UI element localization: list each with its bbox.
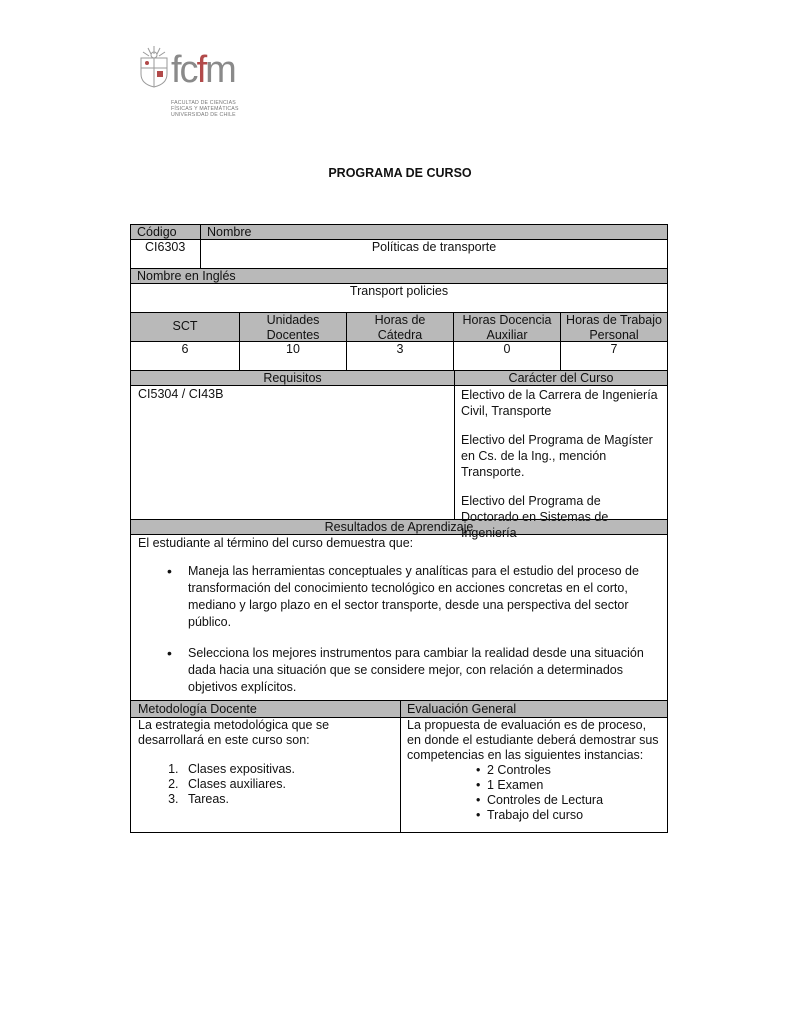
list-item: 3. Tareas. xyxy=(182,792,356,807)
english-name-row xyxy=(130,284,668,313)
fcfm-logo xyxy=(137,44,257,118)
evaluation-list xyxy=(407,763,661,823)
methodology-list xyxy=(138,762,356,807)
requirements-header-row xyxy=(130,371,668,386)
course-program-table xyxy=(130,224,668,833)
character-item: Electivo del Programa de Magíster en Cs. de la Ing., mención Transporte. xyxy=(461,433,653,479)
character-item: Electivo del Programa de Doctorado en Sistemas de Ingeniería xyxy=(461,494,609,540)
outcomes-intro: El estudiante al término del curso demuestra que: xyxy=(138,536,414,550)
credits-values-row xyxy=(130,342,668,371)
course-code: CI6303 xyxy=(145,240,186,254)
university-seal-icon xyxy=(137,44,171,88)
logo-wordmark: fcfm xyxy=(171,49,235,91)
outcomes-header-row xyxy=(130,520,668,535)
auxiliary-hours-header: Horas Docencia Auxiliar xyxy=(453,313,560,341)
requirements-label: Requisitos xyxy=(263,371,322,385)
evaluation-content xyxy=(400,718,667,832)
evaluation-label: Evaluación General xyxy=(400,701,667,717)
logo-subtitle: FACULTAD DE CIENCIAS FÍSICAS Y MATEMÁTICAS UNIVERSIDAD DE CHILE xyxy=(171,100,239,118)
list-item: • Trabajo del curso xyxy=(487,808,661,823)
outcomes-row xyxy=(130,535,668,701)
english-name: Transport policies xyxy=(349,284,449,298)
english-name-header xyxy=(130,269,668,284)
personal-work-hours-header: Horas de Trabajo Personal xyxy=(560,313,667,341)
character-item: Electivo de la Carrera de Ingeniería Civil, Transporte xyxy=(461,388,658,418)
list-item: 2. Clases auxiliares. xyxy=(182,777,356,792)
list-item: • 2 Controles xyxy=(487,763,661,778)
code-label: Código xyxy=(137,225,177,239)
methodology-intro: La estrategia metodológica que se desarrollará en este curso son: xyxy=(138,718,330,747)
methodology-header-row xyxy=(130,701,668,718)
outcomes-list xyxy=(138,563,661,696)
personal-work-hours-value: 7 xyxy=(560,342,667,370)
list-item: • Maneja las herramientas conceptuales y analíticas para el estudio del proceso de transformación del conocimiento tecnológico en acciones concretas en el corto, mediano y largo plazo en el sector transporte, desde una perspectiva del sector público. xyxy=(188,563,661,631)
lecture-hours-value: 3 xyxy=(346,342,453,370)
course-header-row xyxy=(130,224,668,240)
english-name-label: Nombre en Inglés xyxy=(137,269,236,283)
character-values xyxy=(454,386,667,540)
name-label: Nombre xyxy=(200,225,667,239)
auxiliary-hours-value: 0 xyxy=(453,342,560,370)
methodology-label: Metodología Docente xyxy=(138,702,257,716)
sct-value: 6 xyxy=(181,342,189,356)
lecture-hours-header: Horas de Cátedra xyxy=(346,313,453,341)
character-label: Carácter del Curso xyxy=(454,371,667,385)
list-item: • Selecciona los mejores instrumentos para cambiar la realidad desde una situación dada hacia una situación que se considere mejor, con relación a determinados objetivos explícitos. xyxy=(188,645,661,696)
page-title: PROGRAMA DE CURSO xyxy=(328,166,472,180)
list-item: • 1 Examen xyxy=(487,778,661,793)
teaching-units-value: 10 xyxy=(239,342,346,370)
requirements-value: CI5304 / CI43B xyxy=(138,387,224,401)
sct-header: SCT xyxy=(172,319,198,333)
credits-header-row xyxy=(130,313,668,342)
outcomes-content xyxy=(131,535,667,700)
outcomes-label: Resultados de Aprendizaje xyxy=(324,520,474,534)
list-item: • Controles de Lectura xyxy=(487,793,661,808)
course-values-row xyxy=(130,240,668,269)
methodology-content xyxy=(131,718,400,832)
evaluation-intro: La propuesta de evaluación es de proceso, en donde el estudiante deberá demostrar sus competencias en las siguientes instancias: xyxy=(407,718,659,762)
teaching-units-header: Unidades Docentes xyxy=(239,313,346,341)
methodology-row xyxy=(130,718,668,833)
course-name: Políticas de transporte xyxy=(200,240,667,268)
list-item: 1. Clases expositivas. xyxy=(182,762,356,777)
